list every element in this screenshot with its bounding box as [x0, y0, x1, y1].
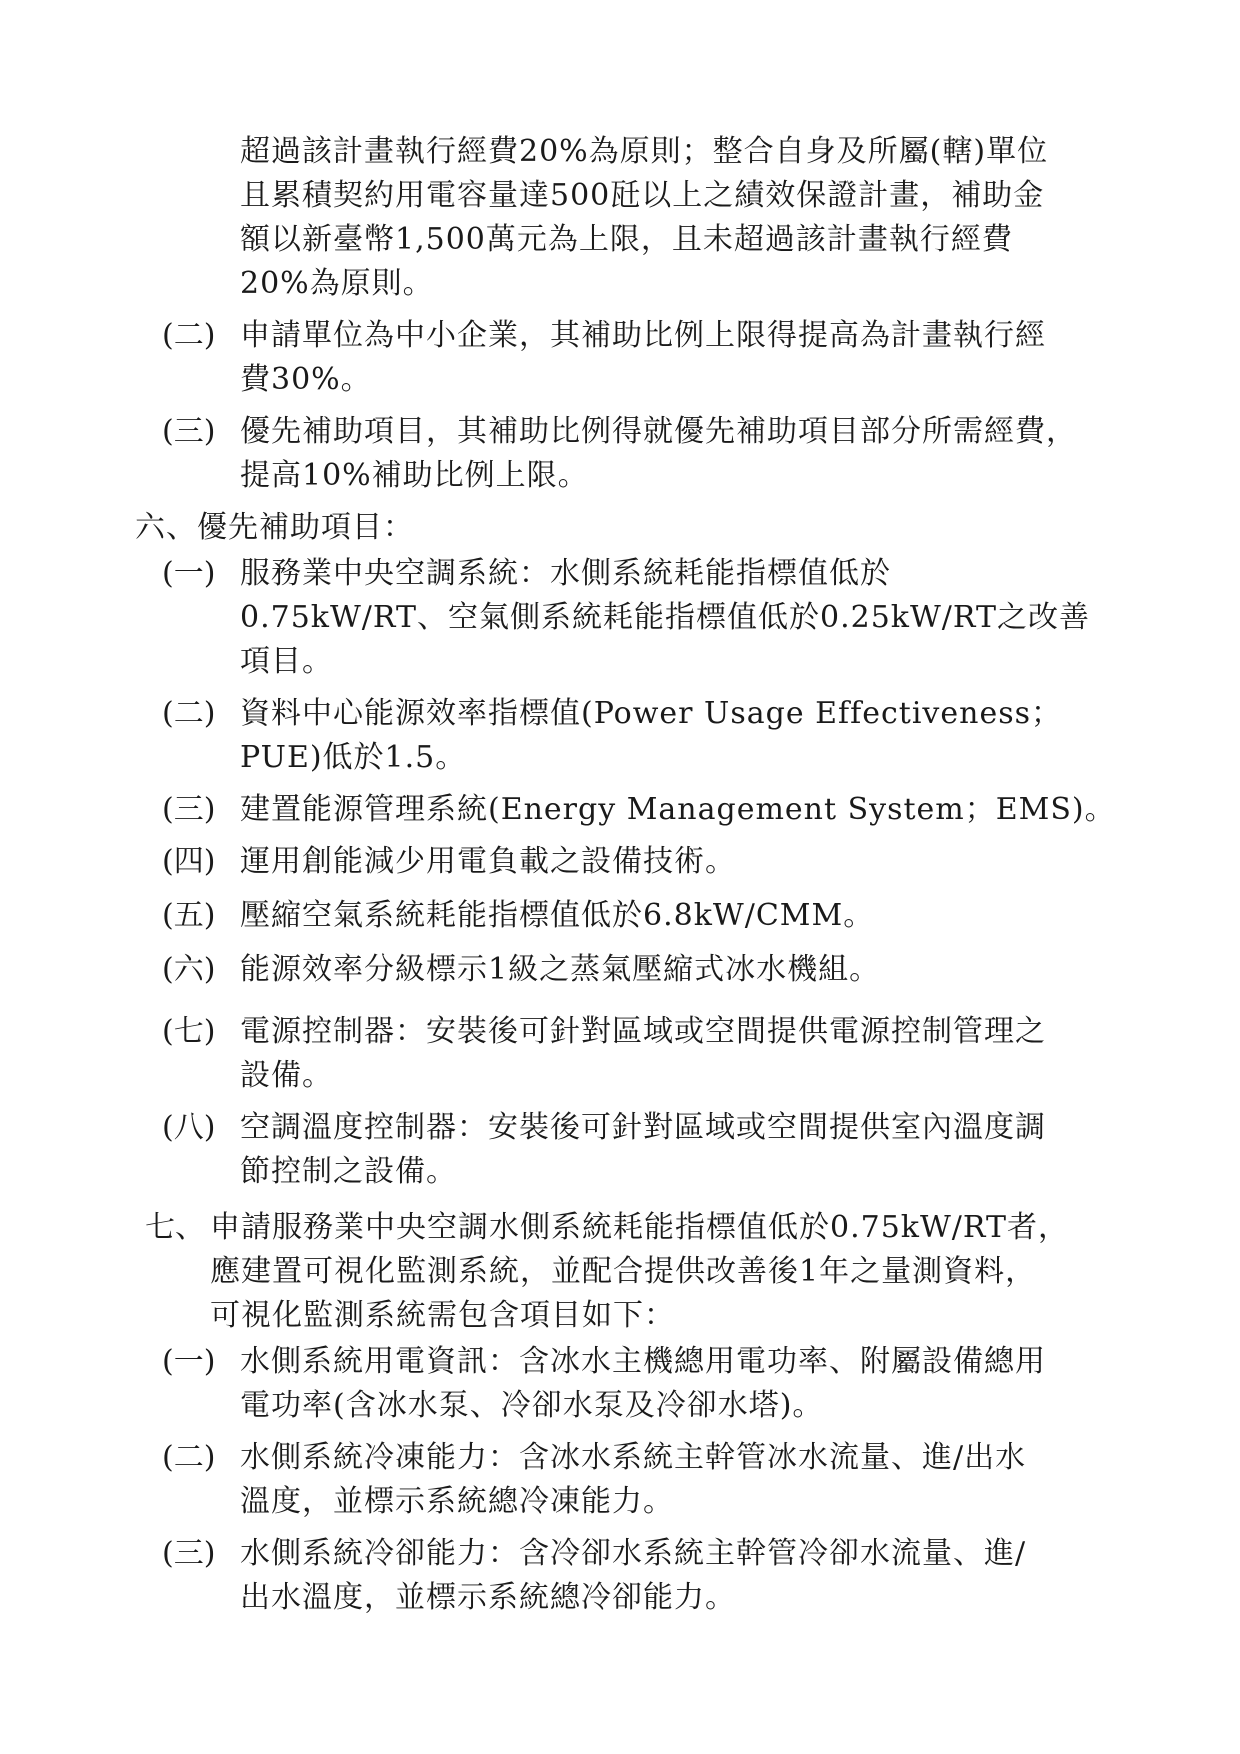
item-number: (三) — [162, 414, 216, 449]
section-number: 七、 — [145, 1210, 205, 1245]
item-number: (三) — [162, 1536, 216, 1571]
item-text: 0.75kW/RT、空氣側系統耗能指標值低於0.25kW/RT之改善 — [240, 600, 1090, 635]
continuation-line: 超過該計畫執行經費20%為原則；整合自身及所屬(轄)單位 — [240, 134, 1049, 169]
item-text: 項目。 — [240, 644, 333, 679]
item-text: 電功率(含冰水泵、冷卻水泵及冷卻水塔)。 — [240, 1388, 824, 1423]
item-number: (八) — [162, 1110, 216, 1145]
item-number: (二) — [162, 318, 216, 353]
item-text: 申請單位為中小企業，其補助比例上限得提高為計畫執行經 — [240, 318, 1046, 353]
item-text: 能源效率分級標示1級之蒸氣壓縮式冰水機組。 — [240, 952, 881, 987]
item-text: 水側系統冷卻能力：含冷卻水系統主幹管冷卻水流量、進/ — [240, 1536, 1027, 1571]
item-text: 水側系統用電資訊：含冰水主機總用電功率、附屬設備總用 — [240, 1344, 1046, 1379]
item-text: 服務業中央空調系統：水側系統耗能指標值低於 — [240, 556, 891, 591]
continuation-line: 額以新臺幣1,500萬元為上限，且未超過該計畫執行經費 — [240, 222, 1013, 257]
item-text: 電源控制器：安裝後可針對區域或空間提供電源控制管理之 — [240, 1014, 1046, 1049]
item-text: 水側系統冷凍能力：含冰水系統主幹管冰水流量、進/出水 — [240, 1440, 1027, 1475]
item-number: (六) — [162, 952, 216, 987]
item-text: PUE)低於1.5。 — [240, 740, 467, 775]
section-text: 應建置可視化監測系統，並配合提供改善後1年之量測資料， — [210, 1254, 1037, 1289]
item-number: (五) — [162, 898, 216, 933]
item-text: 建置能源管理系統(Energy Management System；EMS)。 — [240, 792, 1116, 827]
continuation-line: 20%為原則。 — [240, 266, 434, 301]
item-number: (七) — [162, 1014, 216, 1049]
item-text: 資料中心能源效率指標值(Power Usage Effectiveness； — [240, 696, 1062, 731]
item-text: 出水溫度，並標示系統總冷卻能力。 — [240, 1580, 736, 1615]
section-text: 申請服務業中央空調水側系統耗能指標值低於0.75kW/RT者， — [210, 1210, 1069, 1245]
item-text: 空調溫度控制器：安裝後可針對區域或空間提供室內溫度調 — [240, 1110, 1046, 1145]
item-text: 溫度，並標示系統總冷凍能力。 — [240, 1484, 674, 1519]
item-number: (四) — [162, 844, 216, 879]
item-text: 優先補助項目，其補助比例得就優先補助項目部分所需經費， — [240, 414, 1077, 449]
item-text: 節控制之設備。 — [240, 1154, 457, 1189]
item-number: (三) — [162, 792, 216, 827]
item-text: 運用創能減少用電負載之設備技術。 — [240, 844, 736, 879]
item-number: (二) — [162, 696, 216, 731]
section-text: 可視化監測系統需包含項目如下： — [210, 1298, 675, 1333]
item-number: (一) — [162, 1344, 216, 1379]
item-text: 壓縮空氣系統耗能指標值低於6.8kW/CMM。 — [240, 898, 875, 933]
item-text: 設備。 — [240, 1058, 333, 1093]
item-text: 費30%。 — [240, 362, 372, 397]
item-number: (一) — [162, 556, 216, 591]
continuation-line: 且累積契約用電容量達500瓩以上之績效保證計畫，補助金 — [240, 178, 1045, 213]
item-text: 提高10%補助比例上限。 — [240, 458, 589, 493]
item-number: (二) — [162, 1440, 216, 1475]
section-heading: 六、優先補助項目： — [135, 510, 414, 545]
